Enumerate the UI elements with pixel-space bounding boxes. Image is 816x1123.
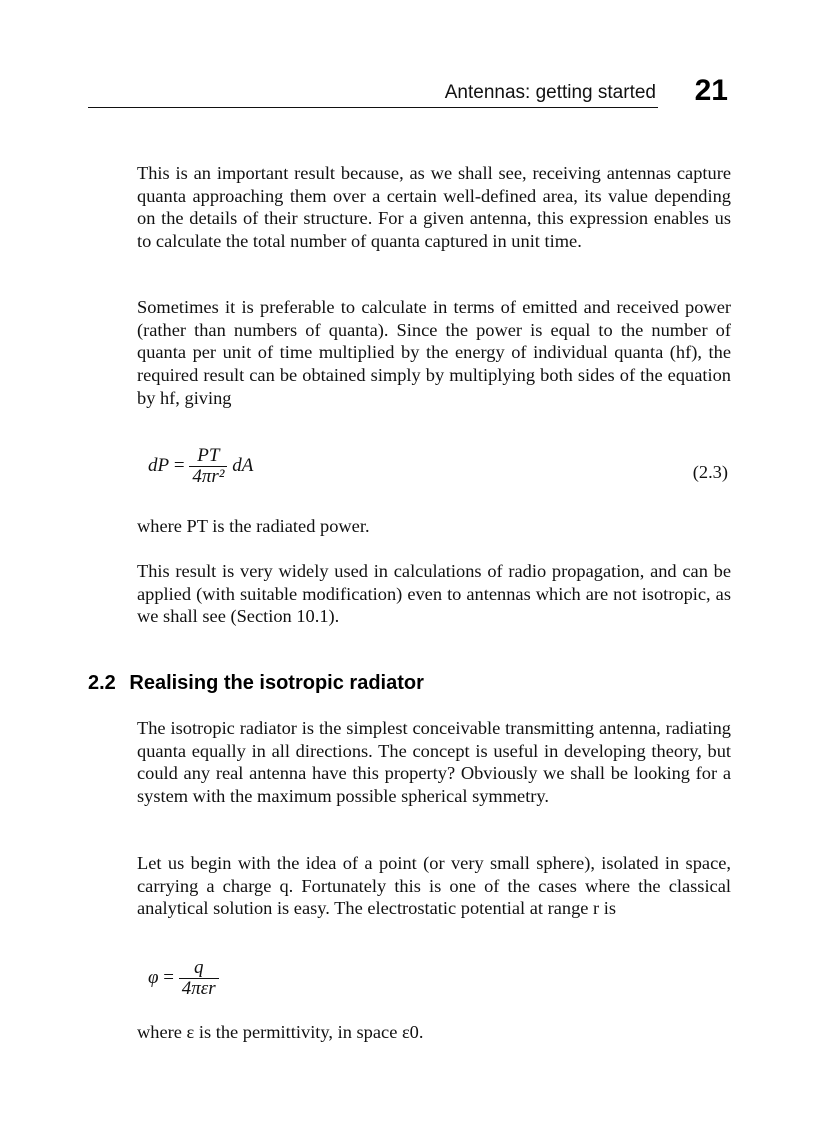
fraction-denominator: 4πεr [179,978,219,999]
paragraph-1: This is an important result because, as we shall see, receiving antennas capture quanta approaching them over a certain well-defined area, its value depending on the details of their structure. For a given antenna, this expression enables us to calculate the total number of quanta captured in unit time. [137,163,731,252]
section-title: Realising the isotropic radiator [129,672,424,694]
fraction [189,446,227,487]
paragraph-4: The isotropic radiator is the simplest conceivable transmitting antenna, radiating quanta equally in all directions. The concept is useful in developing theory, but could any real antenna have this property? Obviously we shall be looking for a system with the maximum possible spherical symmetry. [137,718,731,807]
fraction-denominator: 4πr² [189,466,227,487]
equation-rhs-tail: dA [232,454,254,476]
equals-sign: = [173,454,185,476]
where-pt-text: where PT is the radiated power. [137,516,370,536]
paragraph-3: This result is very widely used in calculations of radio propagation, and can be applied (with suitable modification) even to antennas which are not isotropic, as we shall see (Section 10.1). [137,561,731,627]
phi-lhs: φ [148,966,159,988]
equation-2-3 [148,446,253,487]
equals-sign: = [163,966,174,988]
fraction-numerator: q [193,957,204,978]
where-epsilon-text: where ε is the permittivity, in space ε0. [137,1022,424,1042]
equation-number: (2.3) [692,462,728,482]
running-head [88,74,730,110]
fraction [179,958,219,999]
page-number: 21 [694,74,728,107]
paragraph-2: Sometimes it is preferable to calculate in terms of emitted and received power (rather than numbers of quanta). Since the power is equal to the number of quanta per unit of time multiplied by the energy of individual quanta (hf), the required result can be obtained simply by multiplying both sides of the equation by hf, giving [137,297,731,408]
section-number: 2.2 [88,672,116,694]
equation-lhs: dP [148,454,170,476]
running-title: Antennas: getting started [444,82,656,103]
header-rule [88,107,658,108]
fraction-numerator: PT [197,445,220,466]
equation-phi [148,958,219,999]
paragraph-5: Let us begin with the idea of a point (or very small sphere), isolated in space, carrying a charge q. Fortunately this is one of the cases where the classical analytical solution is easy. The electrostatic potential at range r is [137,853,731,919]
section-heading [88,672,424,695]
